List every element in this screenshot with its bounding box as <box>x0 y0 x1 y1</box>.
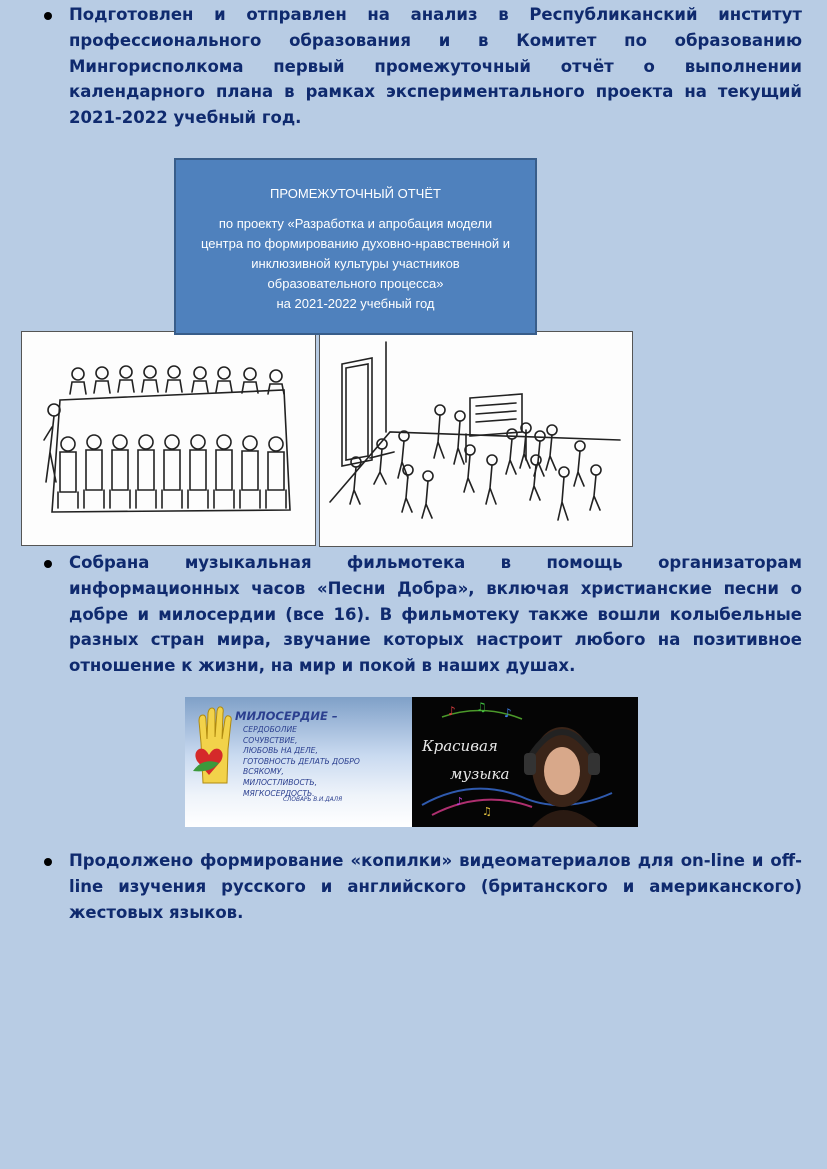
mercy-definition-line: ВСЯКОМУ, <box>243 767 284 777</box>
report-box-line: центра по формированию духовно-нравственной и <box>200 236 511 251</box>
bullet-marker <box>44 858 52 866</box>
meeting-sketch-drawing <box>22 332 315 545</box>
music-banner-word1: Красивая <box>422 737 498 755</box>
classroom-sketch-image <box>319 331 633 547</box>
svg-text:♫: ♫ <box>482 805 492 818</box>
music-banner-word2: музыка <box>450 765 510 783</box>
paragraph-interim-report: Подготовлен и отправлен на анализ в Республиканский институт профессионального образования и в Комитет по образованию Мингорисполкома первый промежуточный отчёт о выполнении календарного плана в рамках экспериментального проекта на текущий 2021-2022 учебный год. <box>69 5 802 128</box>
report-box-title: ПРОМЕЖУТОЧНЫЙ ОТЧЁТ <box>270 186 441 201</box>
mercy-definition-line: ГОТОВНОСТЬ ДЕЛАТЬ ДОБРО <box>243 756 360 766</box>
paragraph-music-library: Собрана музыкальная фильмотека в помощь организаторам информационных часов «Песни Добра», включая христианские песни о добре и милосердии (все 16). В фильмотеку также вошли колыбельные разных стран мира, звучание которых настроит любого на позитивное отношение к жизни, на мир и покой в наших душах. <box>69 553 802 676</box>
meeting-sketch-image <box>21 331 316 546</box>
svg-text:♫: ♫ <box>476 700 487 714</box>
bullet-marker <box>44 12 52 20</box>
interim-report-title-box <box>174 158 537 335</box>
paragraph-video-collection: Продолжено формирование «копилки» видеоматериалов для on-line и off-line изучения русского и английского (британского и американского) жестовых языков. <box>69 851 802 922</box>
mercy-definition-line: МЯГКОСЕРДОСТЬ. <box>243 788 315 798</box>
report-box-line: по проекту «Разработка и апробация модели <box>218 216 493 231</box>
mercy-definition-line: СЕРДОБОЛИЕ <box>243 725 297 734</box>
bullet-marker <box>44 560 52 568</box>
mercy-definition-line: МИЛОСТЛИВОСТЬ, <box>243 777 318 787</box>
svg-text:♪: ♪ <box>456 795 464 808</box>
hand-heart-icon <box>189 703 239 793</box>
mercy-definition-line: ЛЮБОВЬ НА ДЕЛЕ, <box>243 746 318 756</box>
report-box-line: образовательного процесса» <box>267 276 444 291</box>
report-box-line: на 2021-2022 учебный год <box>276 296 435 311</box>
mercy-banner-definitions <box>243 725 360 799</box>
mercy-definition-line: СОЧУВСТВИЕ, <box>243 735 298 745</box>
mercy-banner-source: СЛОВАРЬ В.И.ДАЛЯ <box>283 797 343 803</box>
mercy-banner-title: МИЛОСЕРДИЕ – <box>235 709 338 723</box>
report-box-line: инклюзивной культуры участников <box>251 256 460 271</box>
svg-text:♪: ♪ <box>448 704 456 718</box>
music-banner-image <box>412 697 638 827</box>
music-notes-decoration <box>412 697 638 827</box>
classroom-sketch-drawing <box>320 332 632 546</box>
mercy-banner-image <box>185 697 412 827</box>
svg-text:♪: ♪ <box>504 706 512 720</box>
